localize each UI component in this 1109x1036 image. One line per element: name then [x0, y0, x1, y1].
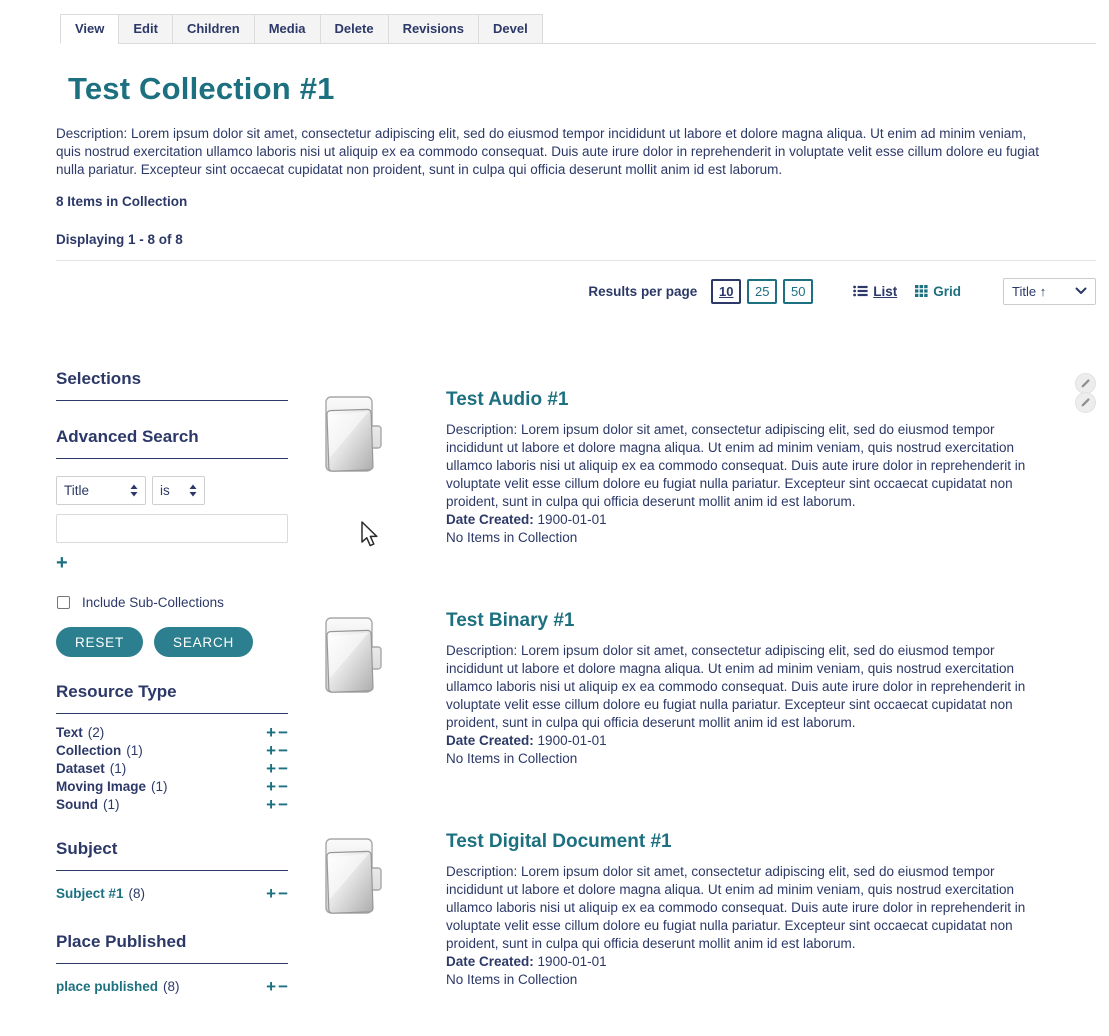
facet-count: (1)	[126, 743, 143, 758]
facet-link[interactable]: Text	[56, 725, 83, 740]
include-subcollections-checkbox[interactable]	[57, 596, 70, 609]
search-term-input[interactable]	[56, 514, 288, 543]
collection-description: Description: Lorem ipsum dolor sit amet, consectetur adipiscing elit, sed do eiusmod tempor incididunt ut labore et dolore magna aliqua. Ut enim ad minim veniam, quis nostrud exercitation ullamco laboris nisi ut aliquip ex ea commodo consequat. Duis aute irure dolor in reprehenderit in voluptate velit esse cillum dolore eu fugiat nulla pariatur. Excepteur sint occaecat cupidatat non proident, sunt in culpa qui officia deserunt mollit anim id est laborum.	[56, 126, 1040, 177]
facet-include-button[interactable]: +	[266, 723, 277, 742]
facet-exclude-button[interactable]: −	[278, 741, 288, 760]
section-divider	[56, 260, 1096, 261]
facet-count: (2)	[87, 725, 105, 740]
folder-icon[interactable]	[322, 373, 446, 547]
facet-groups	[56, 682, 288, 1000]
tab-children[interactable]: Children	[172, 14, 255, 44]
facet-link[interactable]: Dataset	[56, 761, 105, 776]
result-items-note: No Items in Collection	[446, 972, 578, 987]
search-actions	[56, 627, 288, 657]
selections-heading: Selections	[56, 369, 142, 388]
facet-link[interactable]: place published	[56, 979, 159, 994]
page-title: Test Collection #1	[68, 71, 335, 106]
facet-exclude-button[interactable]: −	[278, 723, 288, 742]
reset-button[interactable]: RESET	[56, 627, 143, 657]
facet-include-button[interactable]: +	[266, 777, 277, 796]
grid-view-toggle[interactable]	[915, 284, 961, 299]
facet-include-button[interactable]: +	[266, 741, 277, 760]
result-items-note: No Items in Collection	[446, 530, 578, 545]
date-created-label: Date Created:	[446, 512, 534, 527]
field-select[interactable]	[56, 476, 146, 505]
facet-exclude-button[interactable]: −	[278, 759, 288, 778]
facet-exclude-button[interactable]: −	[278, 884, 288, 903]
page-size-25-button[interactable]: 25	[747, 279, 777, 304]
grid-view-label: Grid	[933, 283, 961, 299]
heading-rule	[56, 458, 288, 459]
tab-delete[interactable]: Delete	[320, 14, 389, 44]
chevron-down-icon	[1075, 287, 1087, 295]
facet-group-heading: Place Published	[56, 932, 187, 951]
items-count: 8 Items in Collection	[56, 194, 188, 209]
tab-edit[interactable]: Edit	[118, 14, 173, 44]
sort-select[interactable]	[1003, 278, 1096, 305]
facet-count: (1)	[109, 761, 127, 776]
page-size-50-button[interactable]: 50	[783, 279, 813, 304]
facet-row	[56, 760, 288, 778]
result-description: Description: Lorem ipsum dolor sit amet, consectetur adipiscing elit, sed do eiusmod tempor incididunt ut labore et dolore magna aliqua. Ut enim ad minim veniam, quis nostrud exercitation ullamco laboris nisi ut aliquip ex ea commodo consequat. Duis aute irure dolor in reprehenderit in voluptate velit esse cillum dolore eu fugiat nulla pariatur. Excepteur sint occaecat cupidatat non proident, sunt in culpa qui officia deserunt mollit anim id est laborum.	[446, 643, 1026, 730]
facet-include-button[interactable]: +	[266, 884, 277, 903]
page-size-buttons	[705, 279, 813, 304]
tab-view[interactable]: View	[60, 14, 119, 44]
facet-list	[56, 881, 288, 907]
date-created-value: 1900-01-01	[537, 512, 607, 527]
displaying-range: Displaying 1 - 8 of 8	[56, 232, 183, 247]
result-title-link[interactable]: Test Audio #1	[446, 389, 569, 410]
advanced-search-heading: Advanced Search	[56, 427, 199, 446]
search-button[interactable]: SEARCH	[154, 627, 253, 657]
primary-tabs	[60, 14, 1096, 44]
facet-group	[56, 839, 288, 907]
facet-include-button[interactable]: +	[266, 795, 277, 814]
results-per-page-label: Results per page	[588, 283, 698, 299]
up-down-arrows-icon	[189, 484, 197, 497]
folder-icon[interactable]	[322, 594, 446, 768]
date-created-label: Date Created:	[446, 954, 534, 969]
facet-count: (8)	[128, 886, 146, 901]
facet-link[interactable]: Moving Image	[56, 779, 147, 794]
result-title-link[interactable]: Test Binary #1	[446, 610, 575, 631]
facet-row	[56, 742, 288, 760]
facet-link[interactable]: Collection	[56, 743, 122, 758]
result-items-note: No Items in Collection	[446, 751, 578, 766]
operator-select[interactable]	[152, 476, 205, 505]
result-item	[322, 373, 1096, 547]
edit-pencil-icon[interactable]	[1075, 392, 1096, 413]
facet-count: (1)	[151, 779, 168, 794]
facet-link[interactable]: Subject #1	[56, 886, 124, 901]
field-select-value: Title	[64, 483, 90, 498]
tab-media[interactable]: Media	[254, 14, 321, 44]
facet-row	[56, 724, 288, 742]
heading-rule	[56, 963, 288, 964]
facet-group-heading: Resource Type	[56, 682, 177, 701]
heading-rule	[56, 713, 288, 714]
heading-rule	[56, 400, 288, 401]
grid-icon	[915, 285, 928, 297]
include-subcollections-row	[56, 595, 288, 610]
facet-group-heading: Subject	[56, 839, 118, 858]
result-item	[322, 594, 1096, 768]
search-sidebar	[56, 369, 288, 1036]
date-created-value: 1900-01-01	[537, 733, 607, 748]
page-size-10-button[interactable]: 10	[711, 279, 741, 304]
results-bar	[56, 277, 1096, 305]
facet-row	[56, 796, 288, 814]
facet-list	[56, 974, 288, 1000]
result-title-link[interactable]: Test Digital Document #1	[446, 831, 672, 852]
list-view-label: List	[873, 283, 898, 299]
facet-count: (8)	[163, 979, 180, 994]
sort-select-value: Title ↑	[1012, 283, 1047, 299]
edit-pencil-icon[interactable]	[1075, 373, 1096, 394]
facet-count: (1)	[103, 797, 120, 812]
tab-devel[interactable]: Devel	[478, 14, 543, 44]
facet-row	[56, 974, 288, 1000]
facet-row	[56, 778, 288, 796]
folder-icon[interactable]	[322, 815, 446, 989]
facet-group	[56, 682, 288, 814]
up-down-arrows-icon	[130, 484, 138, 497]
list-view-toggle[interactable]	[853, 284, 897, 299]
content-columns	[56, 369, 1096, 1036]
add-criterion-button[interactable]: +	[56, 552, 68, 574]
operator-select-value: is	[160, 483, 170, 498]
facet-list	[56, 724, 288, 814]
tab-revisions[interactable]: Revisions	[388, 14, 479, 44]
facet-include-button[interactable]: +	[266, 977, 277, 996]
heading-rule	[56, 870, 288, 871]
result-description: Description: Lorem ipsum dolor sit amet, consectetur adipiscing elit, sed do eiusmod tempor incididunt ut labore et dolore magna aliqua. Ut enim ad minim veniam, quis nostrud exercitation ullamco laboris nisi ut aliquip ex ea commodo consequat. Duis aute irure dolor in reprehenderit in voluptate velit esse cillum dolore eu fugiat nulla pariatur. Excepteur sint occaecat cupidatat non proident, sunt in culpa qui officia deserunt mollit anim id est laborum.	[446, 864, 1026, 951]
facet-link[interactable]: Sound	[56, 797, 98, 812]
list-icon	[853, 285, 868, 297]
facet-exclude-button[interactable]: −	[278, 795, 288, 814]
results-list	[322, 373, 1096, 1036]
result-item	[322, 815, 1096, 989]
result-description: Description: Lorem ipsum dolor sit amet, consectetur adipiscing elit, sed do eiusmod tempor incididunt ut labore et dolore magna aliqua. Ut enim ad minim veniam, quis nostrud exercitation ullamco laboris nisi ut aliquip ex ea commodo consequat. Duis aute irure dolor in reprehenderit in voluptate velit esse cillum dolore eu fugiat nulla pariatur. Excepteur sint occaecat cupidatat non proident, sunt in culpa qui officia deserunt mollit anim id est laborum.	[446, 422, 1026, 509]
include-subcollections-label: Include Sub-Collections	[82, 595, 224, 610]
facet-row	[56, 881, 288, 907]
facet-exclude-button[interactable]: −	[278, 777, 288, 796]
date-created-value: 1900-01-01	[537, 954, 607, 969]
facet-group	[56, 932, 288, 1000]
facet-include-button[interactable]: +	[266, 759, 277, 778]
advanced-search-criteria	[56, 476, 288, 505]
facet-exclude-button[interactable]: −	[278, 977, 288, 996]
collection-page	[0, 14, 1109, 1036]
date-created-label: Date Created:	[446, 733, 534, 748]
